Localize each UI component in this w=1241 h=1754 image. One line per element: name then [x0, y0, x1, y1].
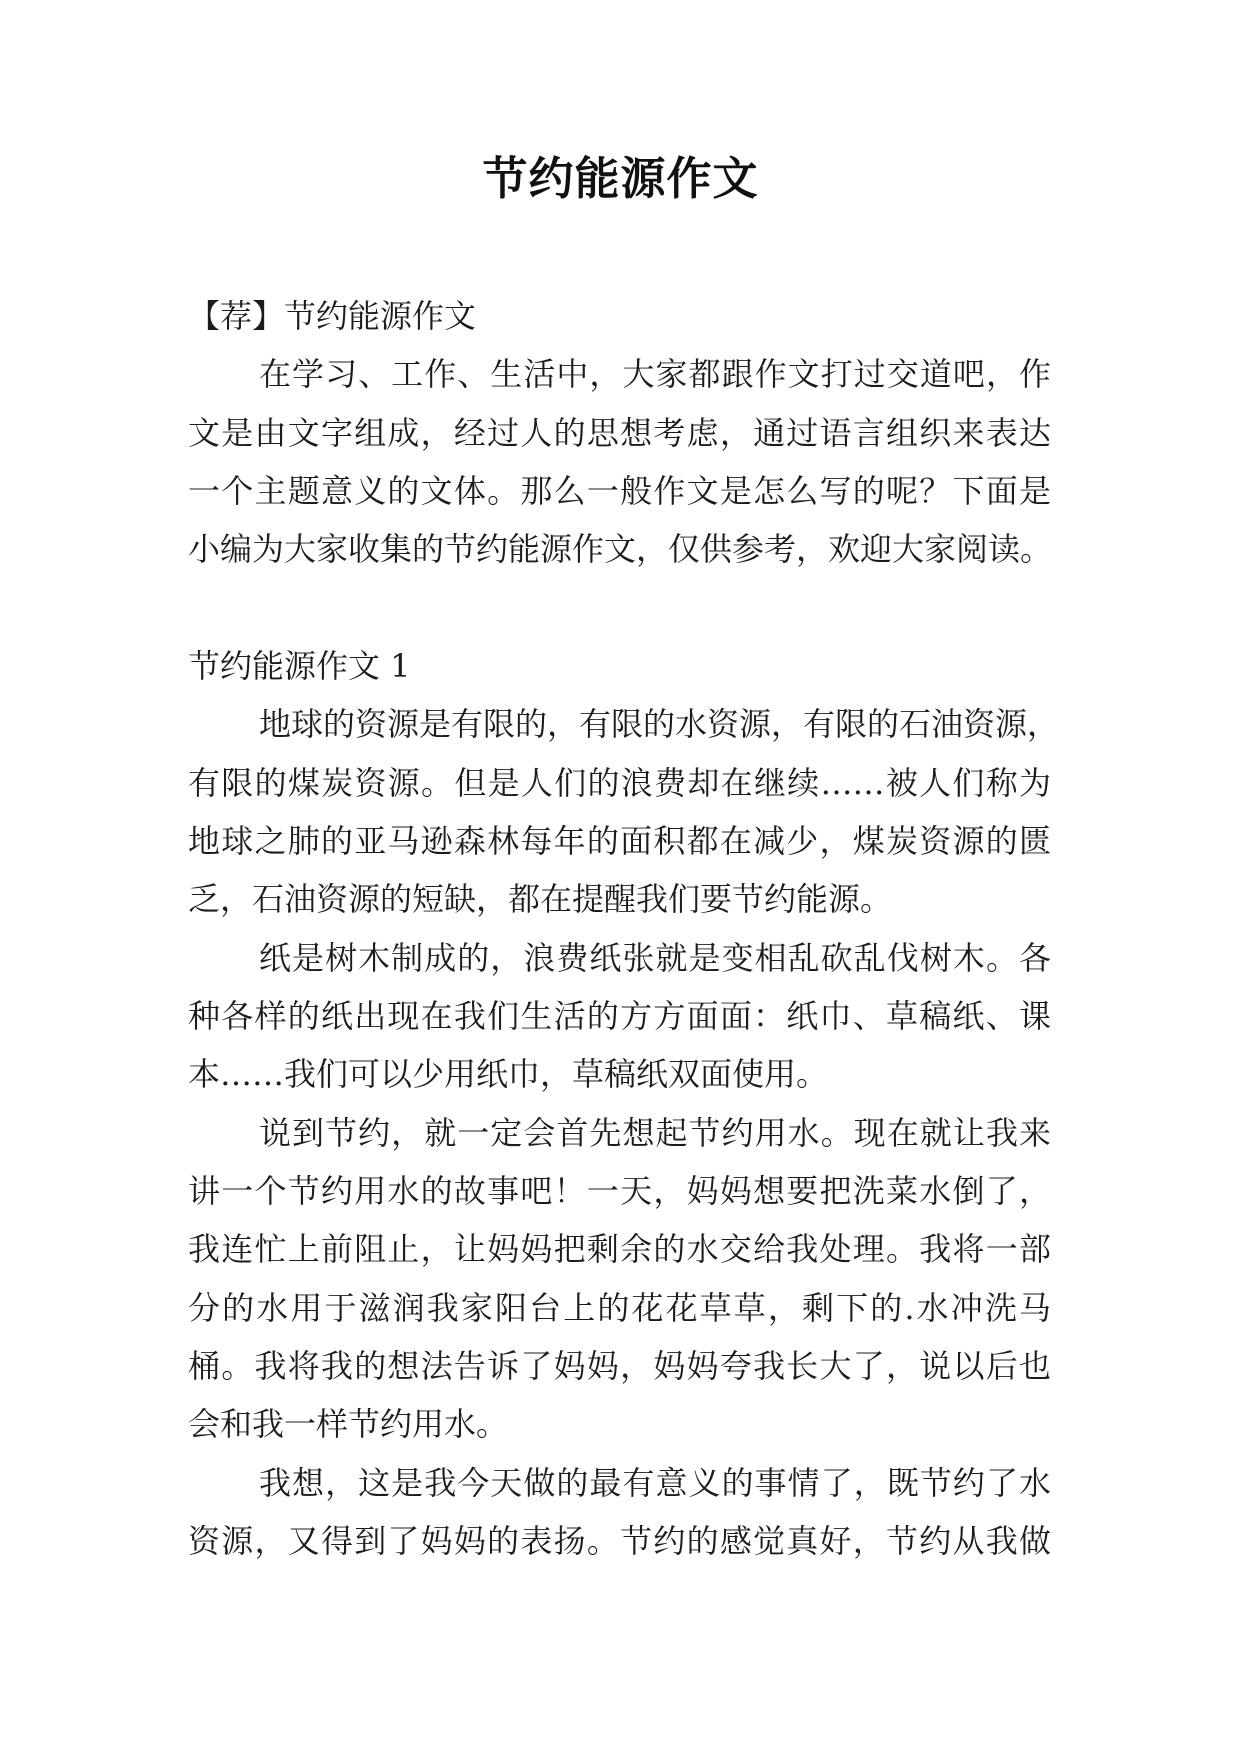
paragraph-line: 讲一个节约用水的故事吧！一天，妈妈想要把洗菜水倒了，: [188, 1171, 1051, 1210]
body-paragraph: [188, 1454, 1051, 1571]
paragraph-line: 在学习、工作、生活中，大家都跟作文打过交道吧，作: [259, 355, 1051, 394]
paragraph-line: 地球之肺的亚马逊森林每年的面积都在减少，煤炭资源的匮: [188, 821, 1051, 860]
body-paragraph: [188, 1104, 1051, 1454]
body-paragraph: [188, 929, 1051, 1104]
intro-paragraph: [188, 345, 1051, 578]
paragraph-line: 本……我们可以少用纸巾，草稿纸双面使用。: [188, 1055, 829, 1094]
paragraph-line: 分的水用于滋润我家阳台上的花花草草，剩下的.水冲洗马: [188, 1288, 1051, 1327]
paragraph-line: 地球的资源是有限的，有限的水资源，有限的石油资源，: [259, 705, 1060, 744]
document-body: [188, 287, 1060, 1570]
paragraph-line: 我想，这是我今天做的最有意义的事情了，既节约了水: [259, 1463, 1051, 1502]
section-title: 节约能源作文 1: [188, 646, 411, 685]
paragraph-line: 乏，石油资源的短缺，都在提醒我们要节约能源。: [188, 880, 893, 919]
paragraph-line: 说到节约，就一定会首先想起节约用水。现在就让我来: [259, 1113, 1051, 1152]
paragraph-line: 小编为大家收集的节约能源作文，仅供参考，欢迎大家阅读。: [188, 530, 1053, 569]
blank-line: [188, 579, 1051, 637]
document-title: 节约能源作文: [482, 152, 759, 205]
paragraph-line: 桶。我将我的想法告诉了妈妈，妈妈夸我长大了，说以后也: [188, 1346, 1051, 1385]
paragraph-line: 我连忙上前阻止，让妈妈把剩余的水交给我处理。我将一部: [188, 1230, 1051, 1269]
body-paragraph: [188, 695, 1060, 928]
paragraph-line: 纸是树木制成的，浪费纸张就是变相乱砍乱伐树木。各: [259, 938, 1051, 977]
paragraph-line: 会和我一样节约用水。: [188, 1405, 509, 1444]
paragraph-line: 有限的煤炭资源。但是人们的浪费却在继续……被人们称为: [188, 763, 1051, 802]
paragraph-line: 文是由文字组成，经过人的思想考虑，通过语言组织来表达: [188, 413, 1051, 452]
paragraph-line: 资源，又得到了妈妈的表扬。节约的感觉真好，节约从我做: [188, 1521, 1051, 1560]
paragraph-line: 一个主题意义的文体。那么一般作文是怎么写的呢？下面是: [188, 471, 1051, 510]
paragraph-line: 种各样的纸出现在我们生活的方方面面：纸巾、草稿纸、课: [188, 996, 1051, 1035]
document-heading: 【荐】节约能源作文: [188, 297, 477, 335]
